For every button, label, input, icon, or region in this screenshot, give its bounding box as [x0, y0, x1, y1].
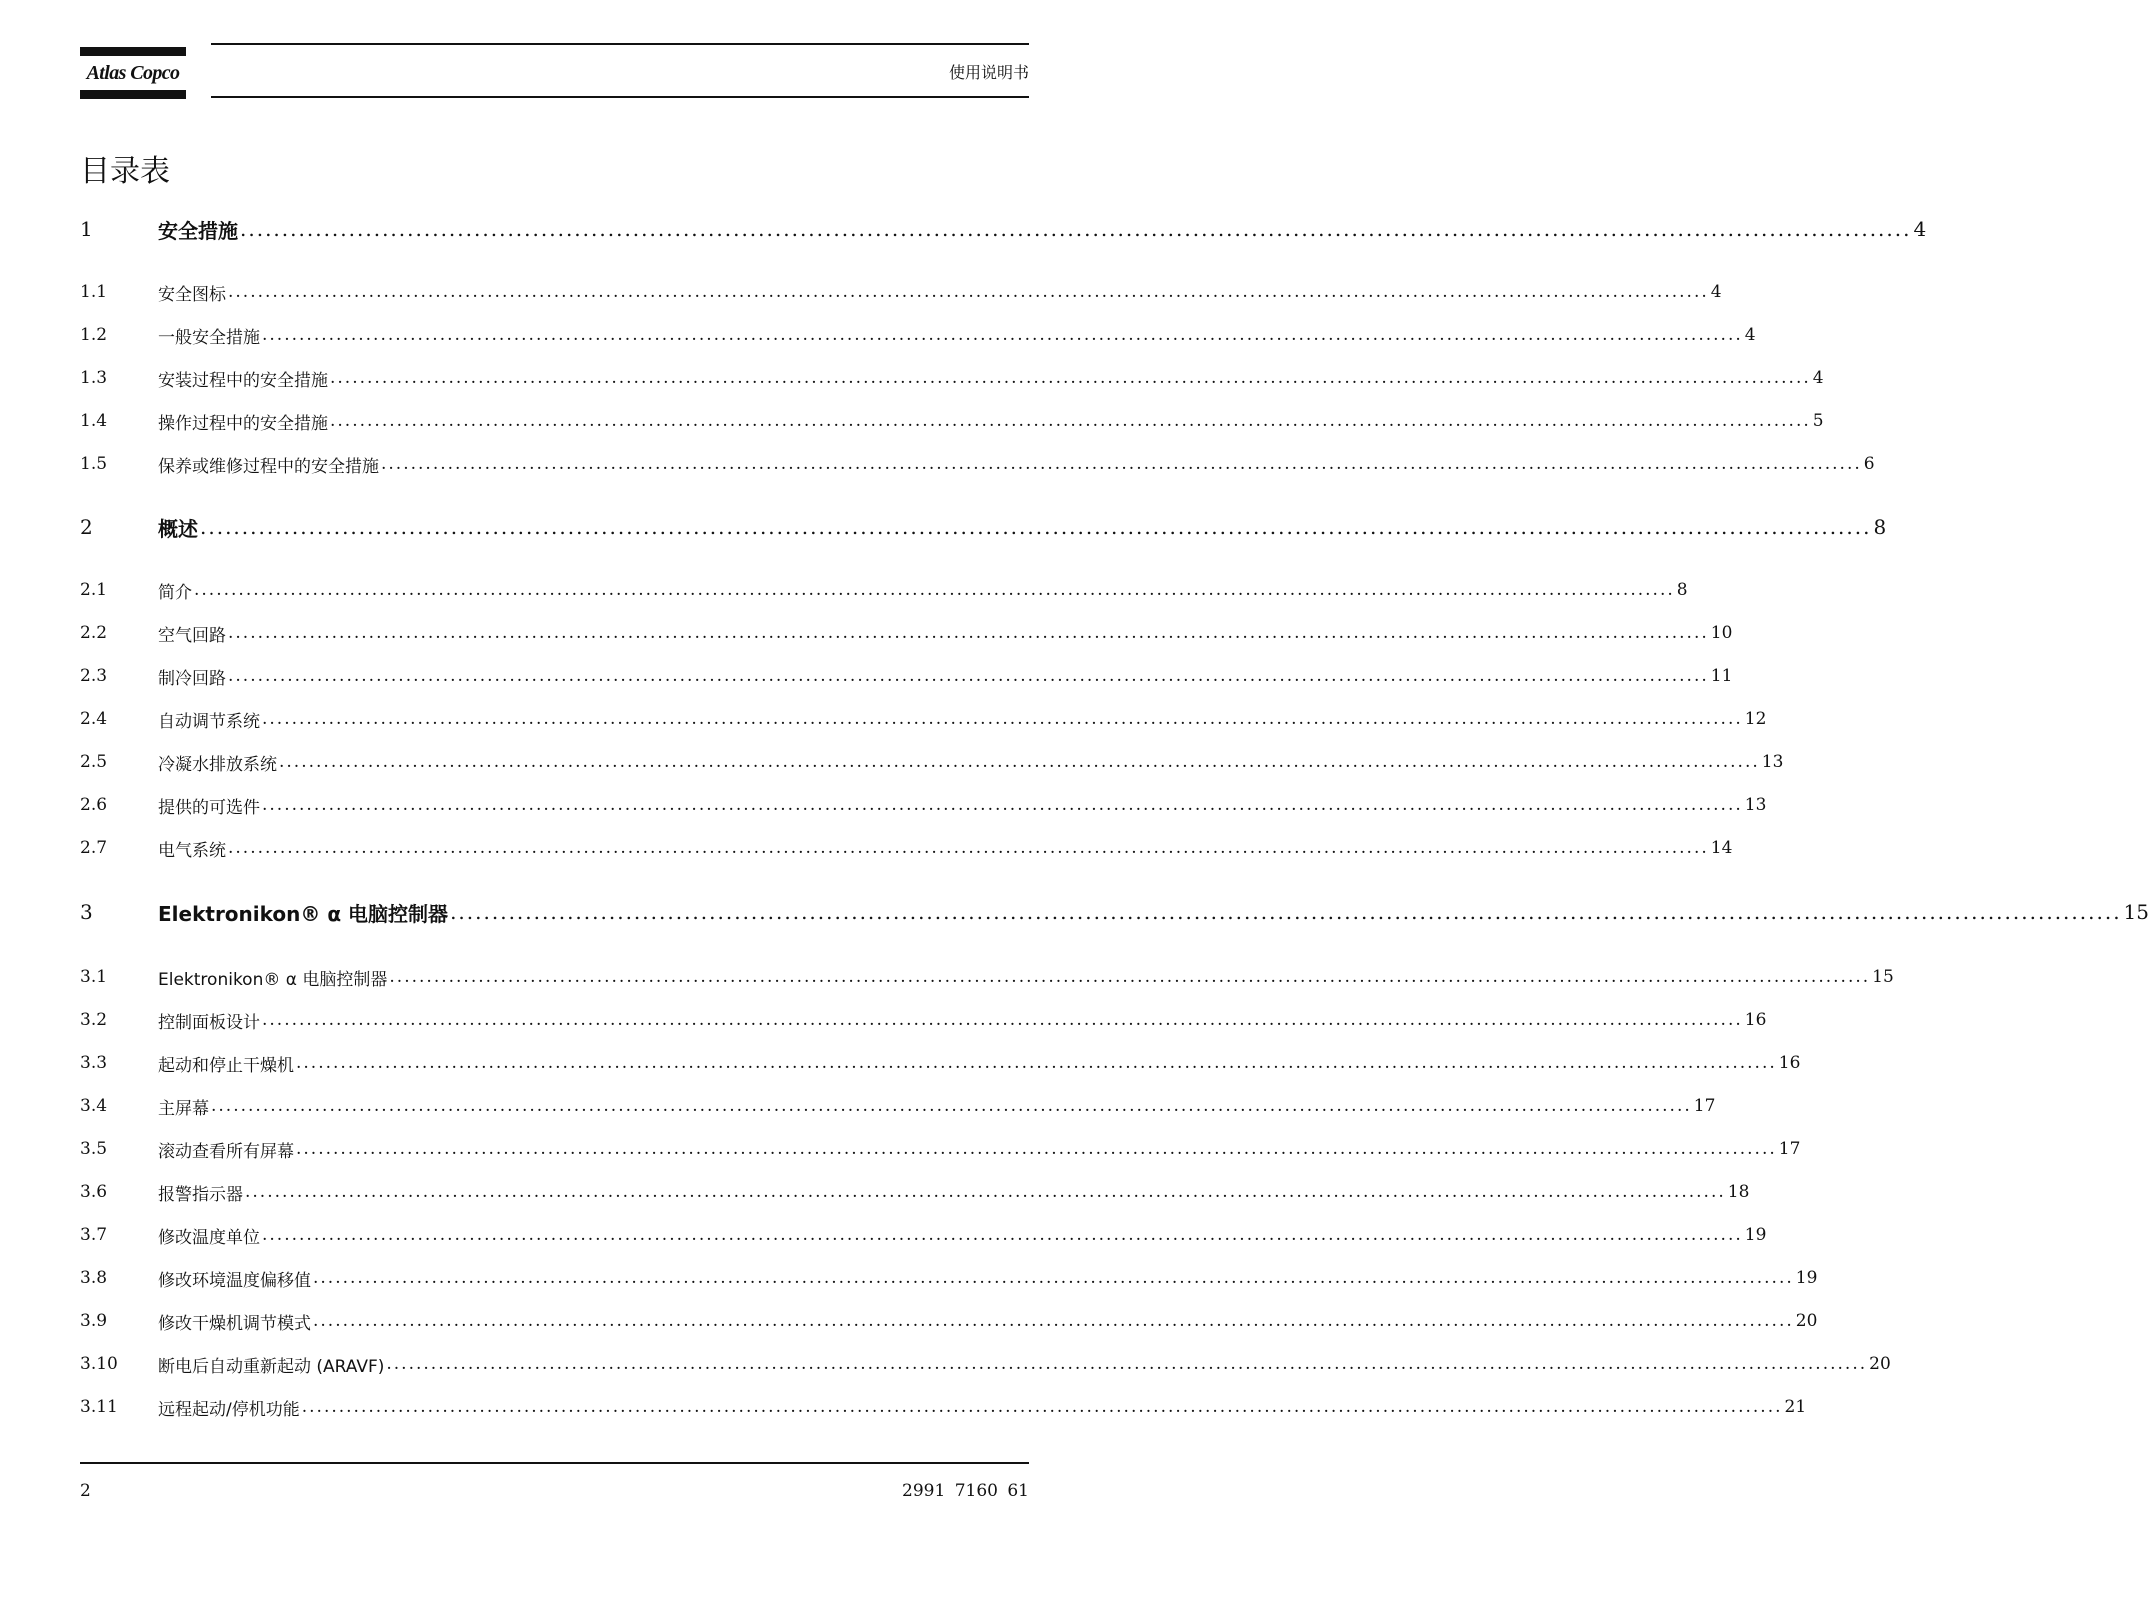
toc-entry-page: 20: [1869, 1354, 1891, 1374]
toc-dot-leader: ........................................................................................................................................................................................................: [330, 368, 1811, 388]
toc-section-entry[interactable]: [80, 1133, 1801, 1165]
toc-entry-page: 8: [1873, 515, 1887, 539]
toc-dot-leader: ........................................................................................................................................................................................................: [313, 1268, 1794, 1288]
toc-dot-leader: ........................................................................................................................................................................................................: [228, 838, 1709, 858]
toc-dot-leader: ........................................................................................................................................................................................................: [330, 411, 1811, 431]
toc-entry-title: 控制面板设计: [158, 1012, 260, 1033]
toc-entry-page: 11: [1710, 666, 1733, 686]
toc-dot-leader: ........................................................................................................................................................................................................: [313, 1311, 1794, 1331]
toc-dot-leader: ........................................................................................................................................................................................................: [194, 580, 1675, 600]
toc-section-entry[interactable]: [80, 746, 1784, 778]
toc-entry-title: 修改温度单位: [158, 1227, 260, 1248]
toc-entry-page: 10: [1710, 623, 1733, 643]
toc-section-entry[interactable]: [80, 832, 1733, 864]
toc-entry-number: 3.1: [80, 967, 108, 987]
toc-section-entry[interactable]: [80, 1348, 1891, 1380]
toc-entry-title: 安装过程中的安全措施: [158, 370, 328, 391]
toc-entry-page: 20: [1795, 1311, 1818, 1331]
toc-entry-number: 3.10: [80, 1354, 118, 1374]
toc-section-entry[interactable]: [80, 1262, 1818, 1294]
toc-entry-number: 3.6: [80, 1182, 108, 1202]
toc-entry-page: 13: [1744, 795, 1767, 815]
toc-dot-leader: ........................................................................................................................................................................................................: [262, 325, 1743, 345]
toc-dot-leader: ........................................................................................................................................................................................................: [301, 1397, 1783, 1417]
footer-rule: [80, 1462, 1029, 1464]
toc-entry-page: 16: [1778, 1053, 1801, 1073]
toc-entry-title: 冷凝水排放系统: [158, 754, 277, 775]
toc-section-entry[interactable]: [80, 319, 1756, 351]
toc-entry-number: 2.5: [80, 752, 108, 772]
toc-dot-leader: ........................................................................................................................................................................................................: [386, 1354, 1868, 1374]
toc-entry-title: 安全措施: [158, 218, 238, 243]
toc-section-entry[interactable]: [80, 660, 1733, 692]
toc-entry-title: 滚动查看所有屏幕: [158, 1141, 294, 1162]
toc-entry-number: 1: [80, 217, 93, 241]
toc-dot-leader: ........................................................................................................................................................................................................: [279, 752, 1760, 772]
footer-document-number: 2991 7160 61: [902, 1481, 1029, 1501]
toc-section-entry[interactable]: [80, 1004, 1767, 1036]
toc-entry-page: 12: [1744, 709, 1767, 729]
toc-entry-page: 13: [1761, 752, 1784, 772]
page-title: 目录表: [80, 154, 170, 189]
toc-entry-number: 3.5: [80, 1139, 108, 1159]
toc-dot-leader: ........................................................................................................................................................................................................: [296, 1053, 1777, 1073]
toc-section-entry[interactable]: [80, 961, 1894, 993]
toc-entry-title: 自动调节系统: [158, 711, 260, 732]
toc-entry-title: 制冷回路: [158, 668, 226, 689]
toc-entry-number: 3.8: [80, 1268, 108, 1288]
toc-entry-title: 操作过程中的安全措施: [158, 413, 328, 434]
toc-entry-number: 3.3: [80, 1053, 108, 1073]
toc-chapter-entry[interactable]: [80, 511, 1887, 543]
toc-entry-page: 4: [1744, 325, 1756, 345]
toc-dot-leader: ........................................................................................................................................................................................................: [211, 1096, 1692, 1116]
toc-section-entry[interactable]: [80, 703, 1767, 735]
toc-section-entry[interactable]: [80, 276, 1722, 308]
toc-entry-number: 2.3: [80, 666, 108, 686]
toc-entry-title: 远程起动/停机功能: [158, 1399, 300, 1420]
toc-section-entry[interactable]: [80, 789, 1767, 821]
toc-entry-number: 3.4: [80, 1096, 108, 1116]
toc-entry-number: 1.1: [80, 282, 108, 302]
toc-entry-page: 4: [1913, 217, 1927, 241]
toc-section-entry[interactable]: [80, 448, 1875, 480]
toc-entry-number: 2: [80, 515, 93, 539]
toc-entry-number: 2.6: [80, 795, 108, 815]
toc-section-entry[interactable]: [80, 1090, 1716, 1122]
toc-entry-title: 保养或维修过程中的安全措施: [158, 456, 379, 477]
table-of-contents: [80, 0, 2149, 1600]
toc-section-entry[interactable]: [80, 1305, 1818, 1337]
toc-chapter-entry[interactable]: [80, 896, 2149, 928]
toc-entry-number: 1.2: [80, 325, 108, 345]
toc-entry-number: 2.4: [80, 709, 108, 729]
toc-entry-number: 2.7: [80, 838, 108, 858]
toc-entry-title: Elektronikon® α 电脑控制器: [158, 969, 388, 990]
footer-page-number: 2: [80, 1481, 91, 1501]
toc-dot-leader: ........................................................................................................................................................................................................: [262, 709, 1743, 729]
toc-chapter-entry[interactable]: [80, 213, 1927, 245]
toc-entry-title: 修改环境温度偏移值: [158, 1270, 311, 1291]
toc-entry-page: 16: [1744, 1010, 1767, 1030]
toc-entry-number: 3: [80, 900, 93, 924]
toc-entry-page: 14: [1710, 838, 1733, 858]
toc-entry-page: 4: [1710, 282, 1722, 302]
toc-entry-number: 3.2: [80, 1010, 108, 1030]
toc-entry-page: 18: [1727, 1182, 1750, 1202]
document-type-label: 使用说明书: [948, 63, 1029, 82]
toc-entry-number: 1.5: [80, 454, 108, 474]
toc-section-entry[interactable]: [80, 574, 1688, 606]
toc-dot-leader: ........................................................................................................................................................................................................: [450, 900, 2122, 924]
toc-section-entry[interactable]: [80, 1047, 1801, 1079]
toc-entry-title: 一般安全措施: [158, 327, 260, 348]
toc-entry-title: Elektronikon® α 电脑控制器: [158, 901, 449, 926]
toc-dot-leader: ........................................................................................................................................................................................................: [228, 623, 1709, 643]
toc-entry-page: 21: [1784, 1397, 1807, 1417]
toc-entry-title: 电气系统: [158, 840, 226, 861]
toc-dot-leader: ........................................................................................................................................................................................................: [262, 1225, 1743, 1245]
toc-entry-page: 19: [1795, 1268, 1818, 1288]
toc-dot-leader: ........................................................................................................................................................................................................: [228, 282, 1709, 302]
toc-entry-number: 2.2: [80, 623, 108, 643]
toc-dot-leader: ........................................................................................................................................................................................................: [200, 515, 1872, 539]
toc-entry-page: 15: [2123, 900, 2149, 924]
toc-section-entry[interactable]: [80, 405, 1824, 437]
toc-section-entry[interactable]: [80, 1391, 1807, 1423]
toc-entry-page: 5: [1812, 411, 1824, 431]
toc-entry-number: 1.3: [80, 368, 108, 388]
toc-dot-leader: ........................................................................................................................................................................................................: [389, 967, 1871, 987]
toc-entry-page: 17: [1778, 1139, 1801, 1159]
toc-entry-number: 3.11: [80, 1397, 118, 1417]
toc-entry-number: 3.9: [80, 1311, 108, 1331]
toc-entry-title: 简介: [158, 582, 192, 603]
toc-section-entry[interactable]: [80, 1176, 1750, 1208]
toc-dot-leader: ........................................................................................................................................................................................................: [262, 1010, 1743, 1030]
toc-entry-title: 安全图标: [158, 284, 226, 305]
toc-entry-number: 2.1: [80, 580, 108, 600]
toc-entry-page: 6: [1863, 454, 1875, 474]
toc-dot-leader: ........................................................................................................................................................................................................: [296, 1139, 1777, 1159]
toc-entry-title: 提供的可选件: [158, 797, 260, 818]
toc-dot-leader: ........................................................................................................................................................................................................: [245, 1182, 1726, 1202]
toc-entry-page: 8: [1676, 580, 1688, 600]
toc-entry-page: 19: [1744, 1225, 1767, 1245]
toc-entry-title: 空气回路: [158, 625, 226, 646]
toc-section-entry[interactable]: [80, 617, 1733, 649]
toc-dot-leader: ........................................................................................................................................................................................................: [240, 217, 1912, 241]
toc-dot-leader: ........................................................................................................................................................................................................: [228, 666, 1709, 686]
logo-wordmark: Atlas Copco: [86, 62, 180, 84]
toc-entry-number: 1.4: [80, 411, 108, 431]
toc-entry-page: 4: [1812, 368, 1824, 388]
toc-section-entry[interactable]: [80, 362, 1824, 394]
toc-entry-page: 15: [1872, 967, 1894, 987]
toc-entry-page: 17: [1693, 1096, 1716, 1116]
toc-entry-title: 起动和停止干燥机: [158, 1055, 294, 1076]
toc-entry-title: 断电后自动重新起动 (ARAVF): [158, 1356, 385, 1377]
toc-entry-title: 概述: [158, 516, 198, 541]
toc-entry-title: 主屏幕: [158, 1098, 209, 1119]
toc-entry-title: 报警指示器: [158, 1184, 243, 1205]
toc-dot-leader: ........................................................................................................................................................................................................: [381, 454, 1862, 474]
toc-entry-number: 3.7: [80, 1225, 108, 1245]
toc-dot-leader: ........................................................................................................................................................................................................: [262, 795, 1743, 815]
toc-section-entry[interactable]: [80, 1219, 1767, 1251]
toc-entry-title: 修改干燥机调节模式: [158, 1313, 311, 1334]
